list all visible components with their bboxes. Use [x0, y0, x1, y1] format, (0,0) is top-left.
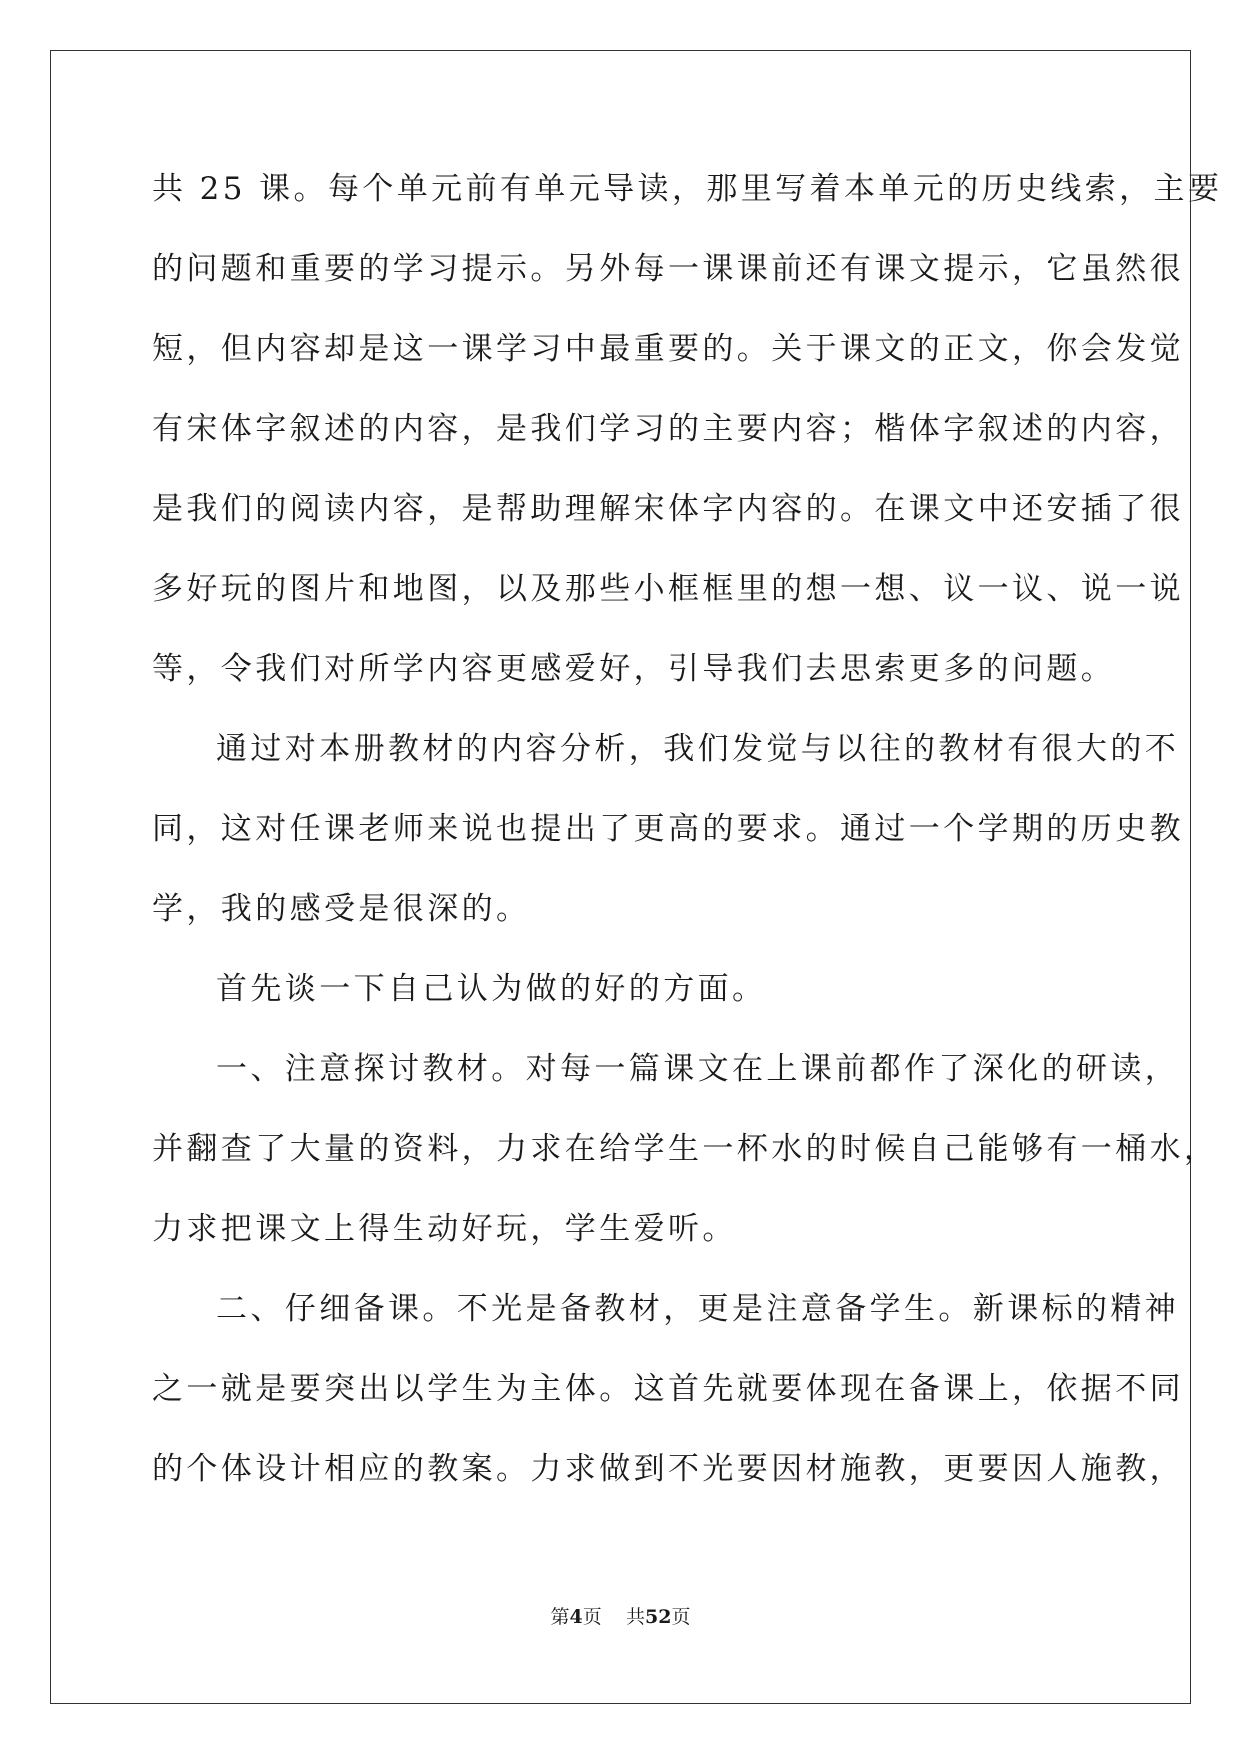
- text-line: 并翻查了大量的资料，力求在给学生一杯水的时候自己能够有一桶水，: [152, 1131, 1219, 1167]
- text-line: 多好玩的图片和地图，以及那些小框框里的想一想、议一议、说一说: [152, 571, 1184, 607]
- page-suffix: 页: [582, 1606, 602, 1628]
- page-number: 4: [569, 1606, 583, 1628]
- paragraph-start-line: 首先谈一下自己认为做的好的方面。: [216, 971, 767, 1007]
- paragraph-start-line: 二、仔细备课。不光是备教材，更是注意备学生。新课标的精神: [216, 1291, 1180, 1327]
- document-body: [152, 162, 1223, 1522]
- text-line: 共 25 课。每个单元前有单元导读，那里写着本单元的历史线索，主要: [152, 171, 1223, 207]
- text-line: 之一就是要突出以学生为主体。这首先就要体现在备课上，依据不同: [152, 1371, 1184, 1407]
- text-line: 力求把课文上得生动好玩，学生爱听。: [152, 1211, 737, 1247]
- total-prefix: 共: [625, 1606, 645, 1628]
- text-line: 的问题和重要的学习提示。另外每一课课前还有课文提示，它虽然很: [152, 251, 1184, 287]
- text-line: 等，令我们对所学内容更感爱好，引导我们去思索更多的问题。: [152, 651, 1116, 687]
- text-line: 学，我的感受是很深的。: [152, 891, 531, 927]
- text-line: 的个体设计相应的教案。力求做到不光要因材施教，更要因人施教，: [152, 1451, 1184, 1487]
- text-line: 短，但内容却是这一课学习中最重要的。关于课文的正文，你会发觉: [152, 331, 1184, 367]
- total-pages: 52: [644, 1606, 672, 1628]
- text-line: 是我们的阅读内容，是帮助理解宋体字内容的。在课文中还安插了很: [152, 491, 1184, 527]
- page-prefix: 第: [550, 1606, 570, 1628]
- text-line: 同，这对任课老师来说也提出了更高的要求。通过一个学期的历史教: [152, 811, 1184, 847]
- text-line: 有宋体字叙述的内容，是我们学习的主要内容；楷体字叙述的内容，: [152, 411, 1184, 447]
- total-suffix: 页: [671, 1606, 691, 1628]
- page-footer: [0, 1602, 1241, 1629]
- paragraph-start-line: 通过对本册教材的内容分析，我们发觉与以往的教材有很大的不: [216, 731, 1180, 767]
- paragraph-start-line: 一、注意探讨教材。对每一篇课文在上课前都作了深化的研读，: [216, 1051, 1180, 1087]
